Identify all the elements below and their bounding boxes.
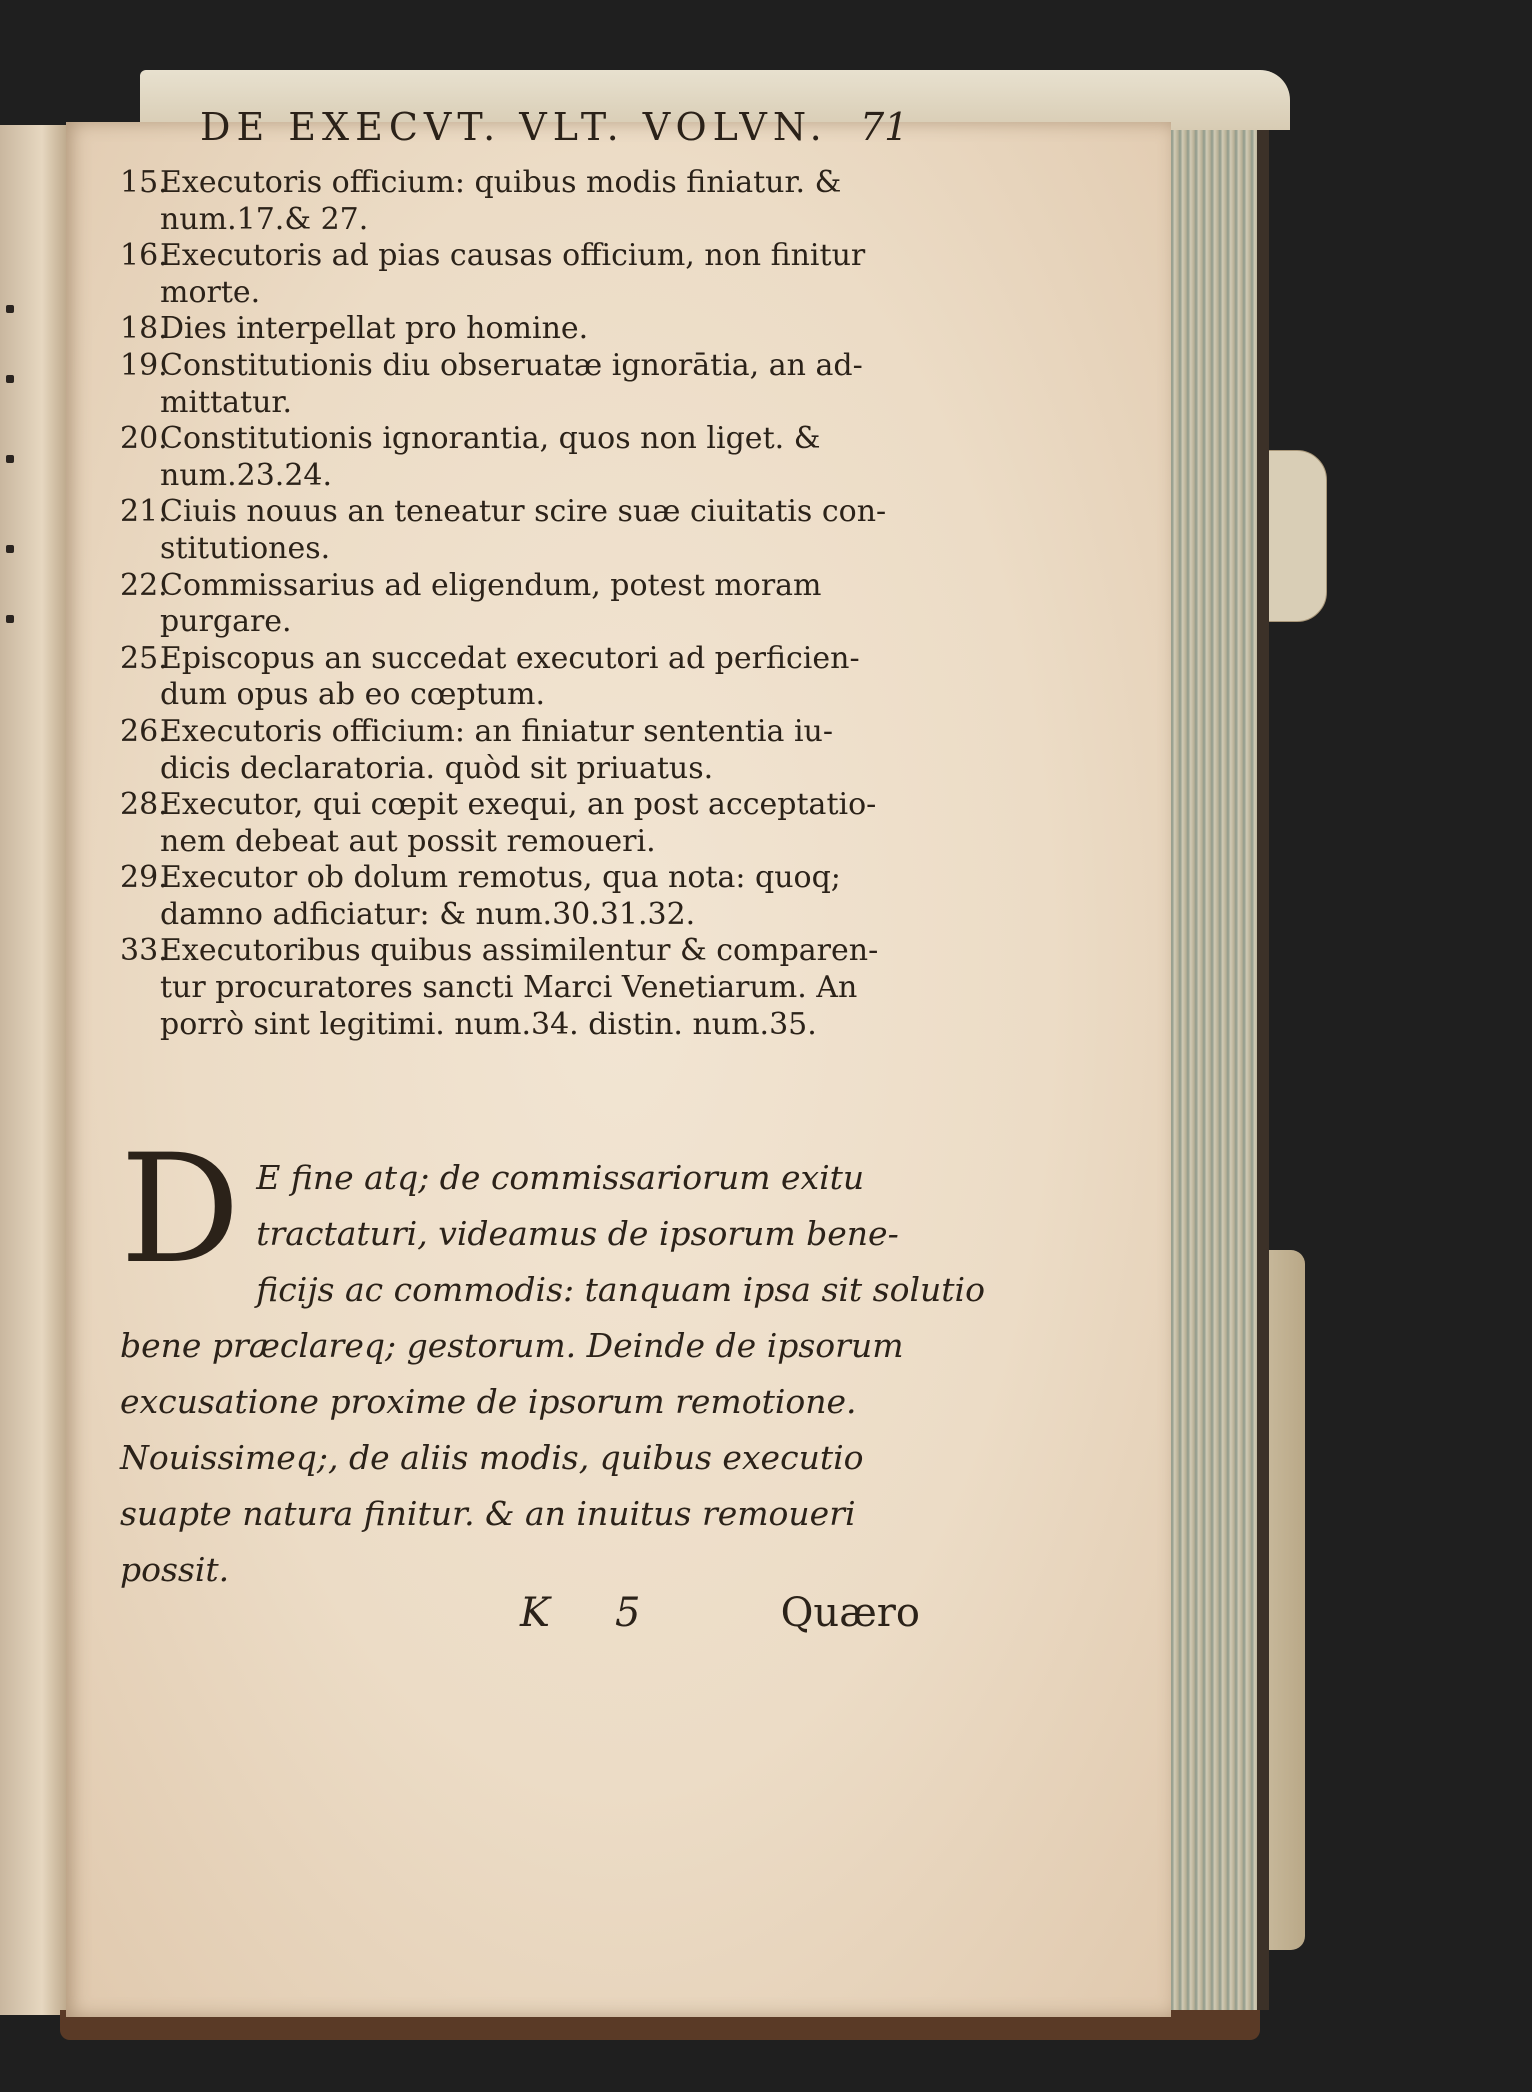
summary-list <box>120 165 920 1043</box>
summary-entry <box>120 860 920 933</box>
entry-number: 19. <box>120 347 168 383</box>
body-line: ficijs ac commodis: tanquam ipsa sit solutio <box>256 1270 985 1309</box>
signature-number: 5 <box>615 1590 641 1636</box>
entry-text <box>160 348 920 421</box>
summary-entry <box>120 494 920 567</box>
entry-text <box>160 933 920 1043</box>
entry-line: mittatur. <box>160 384 292 420</box>
summary-entry <box>120 311 920 348</box>
page-number: 71 <box>860 105 909 149</box>
body-line: tractaturi, videamus de ipsorum bene- <box>256 1214 899 1253</box>
entry-text <box>160 238 920 311</box>
summary-entry <box>120 348 920 421</box>
entry-text <box>160 568 920 641</box>
body-line: E fine atq; de commissariorum exitu <box>256 1158 865 1197</box>
entry-text <box>160 421 920 494</box>
entry-number: 16. <box>120 238 168 274</box>
entry-line: porrò sint legitimi. num.34. distin. num.35. <box>160 1006 817 1042</box>
summary-entry <box>120 787 920 860</box>
entry-line: stitutiones. <box>160 530 331 566</box>
entry-line: tur procuratores sancti Marci Venetiarum. An <box>160 970 858 1006</box>
entry-text <box>160 787 920 860</box>
entry-line: morte. <box>160 274 261 310</box>
summary-entry <box>120 933 920 1043</box>
entry-text <box>160 641 920 714</box>
entry-line: Executoribus quibus assimilentur & comparen- <box>160 933 879 969</box>
entry-number: 29. <box>120 860 168 896</box>
entry-number: 28. <box>120 787 168 823</box>
entry-line: num.17.& 27. <box>160 201 369 237</box>
running-head: DE EXECVT. VLT. VOLVN. <box>200 105 828 149</box>
entry-text <box>160 165 920 238</box>
entry-line: Constitutionis diu obseruatæ ignorātia, an ad- <box>160 347 863 383</box>
body-line: Nouissimeq;, de aliis modis, quibus executio <box>120 1438 864 1477</box>
drop-capital: D <box>120 1123 241 1297</box>
entry-text <box>160 860 920 933</box>
summary-entry <box>120 421 920 494</box>
summary-entry <box>120 238 920 311</box>
entry-number: 33. <box>120 933 168 969</box>
entry-number: 15. <box>120 165 168 200</box>
summary-entry <box>120 714 920 787</box>
entry-line: Executor ob dolum remotus, qua nota: quoq; <box>160 860 841 896</box>
body-line: excusatione proxime de ipsorum remotione. <box>120 1382 857 1421</box>
entry-number: 20. <box>120 421 168 457</box>
entry-text <box>160 311 920 348</box>
body-text <box>120 1123 985 1598</box>
summary-entry <box>120 568 920 641</box>
entry-line: Executor, qui cœpit exequi, an post acceptatio- <box>160 787 877 823</box>
entry-line: dicis declaratoria. quòd sit priuatus. <box>160 750 714 786</box>
entry-line: Constitutionis ignorantia, quos non liget. & <box>160 421 821 457</box>
entry-line: Executoris ad pias causas officium, non finitur <box>160 238 866 274</box>
signature-letter: K <box>520 1590 550 1636</box>
entry-line: Commissarius ad eligendum, potest moram <box>160 567 822 603</box>
entry-number: 18. <box>120 311 168 347</box>
entry-line: nem debeat aut possit remoueri. <box>160 823 656 859</box>
summary-entry <box>120 165 920 238</box>
entry-text <box>160 494 920 567</box>
entry-number: 21. <box>120 494 168 530</box>
entry-line: Dies interpellat pro homine. <box>160 311 589 347</box>
entry-number: 22. <box>120 567 168 603</box>
body-line: bene præclareq; gestorum. Deinde de ipsorum <box>120 1326 904 1365</box>
catchword: Quæro <box>780 1590 920 1636</box>
entry-line: Executoris officium: quibus modis finiatur. & <box>160 165 842 200</box>
entry-number: 25. <box>120 640 168 676</box>
entry-line: Ciuis nouus an teneatur scire suæ ciuitatis con- <box>160 494 887 530</box>
body-line: suapte natura finitur. & an inuitus remoueri <box>120 1494 856 1533</box>
entry-line: damno adficiatur: & num.30.31.32. <box>160 896 696 932</box>
entry-line: purgare. <box>160 604 292 640</box>
summary-entry <box>120 641 920 714</box>
entry-number: 26. <box>120 713 168 749</box>
entry-text <box>160 714 920 787</box>
entry-line: num.23.24. <box>160 457 333 493</box>
entry-line: Episcopus an succedat executori ad perficien- <box>160 640 860 676</box>
body-line: possit. <box>120 1550 230 1589</box>
entry-line: Executoris officium: an finiatur sententia iu- <box>160 713 833 749</box>
entry-line: dum opus ab eo cœptum. <box>160 677 546 713</box>
